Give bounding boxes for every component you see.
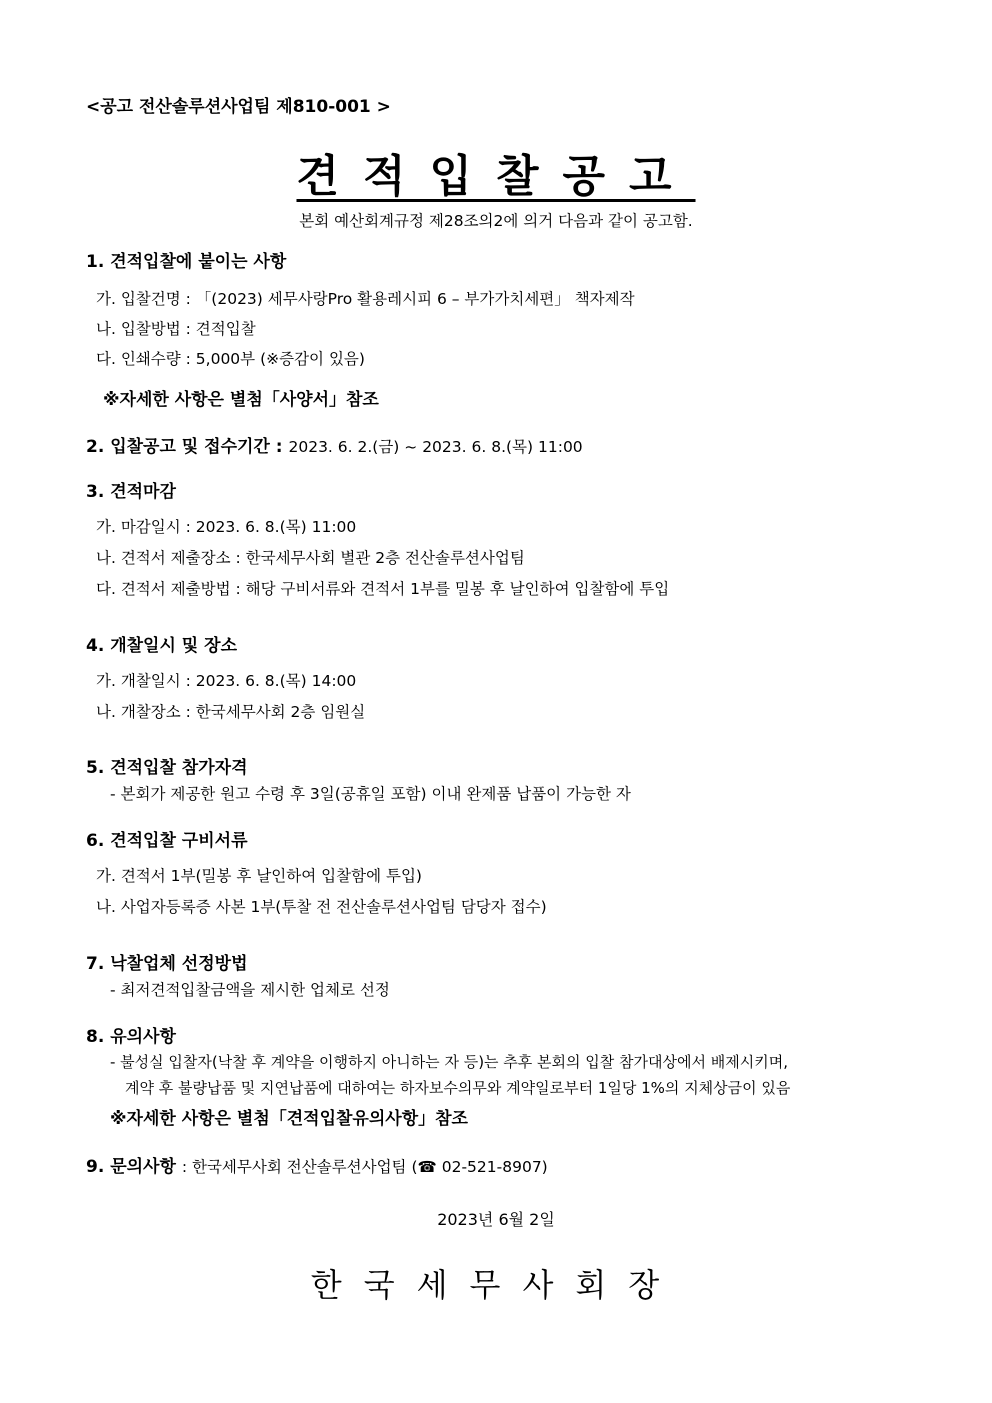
section-1-heading: 1. 견적입찰에 붙이는 사항 xyxy=(86,252,287,272)
section-3-item-3: 다. 견적서 제출방법 : 해당 구비서류와 견적서 1부를 밀봉 후 날인하여 입찰함에 투입 xyxy=(96,580,670,598)
section-4-item-1: 가. 개찰일시 : 2023. 6. 8.(목) 14:00 xyxy=(96,672,357,690)
section-8-item-1: - 불성실 입찰자(낙찰 후 계약을 이행하지 아니하는 자 등)는 추후 본회의 입찰 참가대상에서 배제시키며, xyxy=(110,1053,788,1071)
section-1-note: ※자세한 사항은 별첨「사양서」참조 xyxy=(103,390,379,410)
section-8-note: ※자세한 사항은 별첨「견적입찰유의사항」참조 xyxy=(110,1109,468,1129)
intro-text: 본회 예산회계규정 제28조의2에 의거 다음과 같이 공고함. xyxy=(299,212,693,230)
section-6-item-2: 나. 사업자등록증 사본 1부(투찰 전 전산솔루션사업팀 담당자 접수) xyxy=(96,898,547,916)
notice-number: <공고 전산솔루션사업팀 제810-001 > xyxy=(86,97,391,117)
section-5-heading: 5. 견적입찰 참가자격 xyxy=(86,758,248,778)
section-4-item-2: 나. 개찰장소 : 한국세무사회 2층 임원실 xyxy=(96,703,366,721)
page-title xyxy=(0,140,992,204)
section-2-value: 2023. 6. 2.(금) ~ 2023. 6. 8.(목) 11:00 xyxy=(288,438,583,456)
section-1-item-1: 가. 입찰건명 : 「(2023) 세무사랑Pro 활용레시피 6 – 부가가치세편」 책자제작 xyxy=(96,290,635,308)
section-2-heading: 2. 입찰공고 및 접수기간 : xyxy=(86,437,283,457)
section-1-item-2: 나. 입찰방법 : 견적입찰 xyxy=(96,320,256,338)
section-1-item-3: 다. 인쇄수량 : 5,000부 (※증감이 있음) xyxy=(96,350,365,368)
section-5-item-1: - 본회가 제공한 원고 수령 후 3일(공휴일 포함) 이내 완제품 납품이 가능한 자 xyxy=(110,785,631,803)
announcement-date: 2023년 6월 2일 xyxy=(437,1210,555,1229)
section-2 xyxy=(86,432,583,457)
section-8-heading: 8. 유의사항 xyxy=(86,1027,176,1047)
section-9 xyxy=(86,1152,548,1177)
page-title-text: 견적입찰공고 xyxy=(296,151,696,202)
section-6-item-1: 가. 견적서 1부(밀봉 후 날인하여 입찰함에 투입) xyxy=(96,867,422,885)
section-9-value: : 한국세무사회 전산솔루션사업팀 (☎ 02-521-8907) xyxy=(181,1158,548,1176)
section-7-item-1: - 최저견적입찰금액을 제시한 업체로 선정 xyxy=(110,981,390,999)
section-4-heading: 4. 개찰일시 및 장소 xyxy=(86,636,237,656)
section-3-heading: 3. 견적마감 xyxy=(86,482,176,502)
section-3-item-2: 나. 견적서 제출장소 : 한국세무사회 별관 2층 전산솔루션사업팀 xyxy=(96,549,525,567)
section-9-heading: 9. 문의사항 xyxy=(86,1157,176,1177)
section-3-item-1: 가. 마감일시 : 2023. 6. 8.(목) 11:00 xyxy=(96,518,357,536)
section-8-item-2: 계약 후 불량납품 및 지연납품에 대하여는 하자보수의무와 계약일로부터 1일당 1%의 지체상금이 있음 xyxy=(125,1079,791,1097)
section-6-heading: 6. 견적입찰 구비서류 xyxy=(86,831,248,851)
signature: 한국세무사회장 xyxy=(310,1266,682,1304)
section-7-heading: 7. 낙찰업체 선정방법 xyxy=(86,954,248,974)
